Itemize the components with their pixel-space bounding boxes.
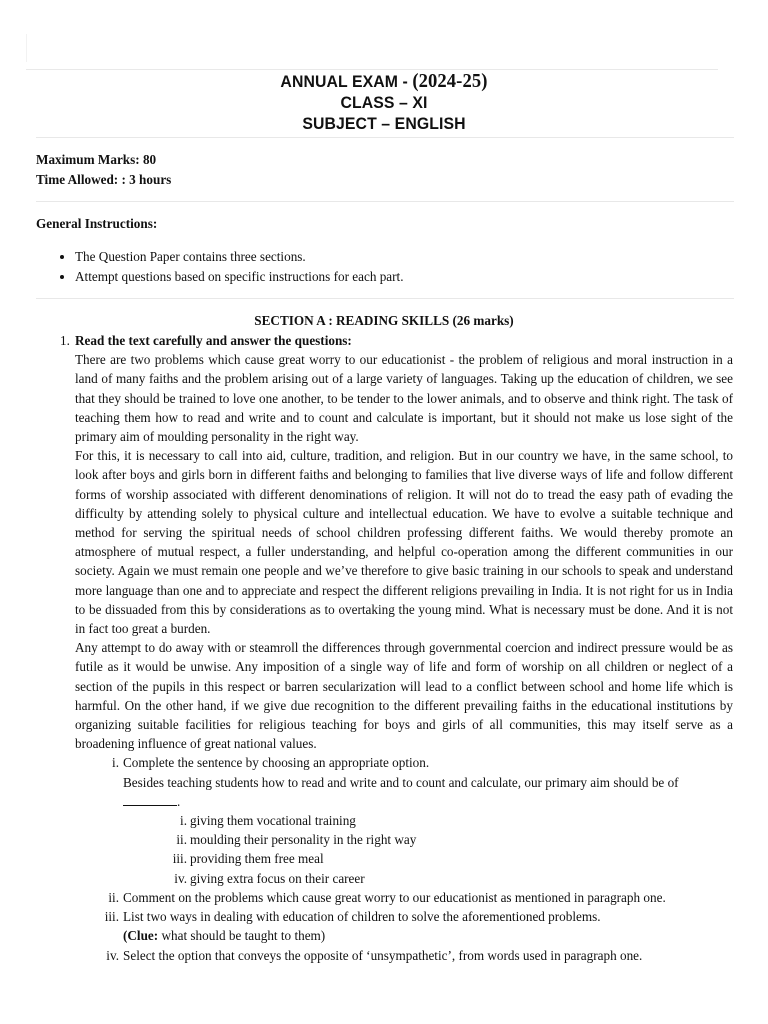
option-number: iv. [174,870,187,886]
question-heading: Read the text carefully and answer the questions: [75,333,352,348]
section-a-heading: SECTION A : READING SKILLS (26 marks) [254,313,514,328]
sub-question-i [75,753,733,887]
sub-question-number: i. [112,755,119,771]
exam-year: (2024-25) [412,70,488,92]
sub-question-number: ii. [108,889,119,905]
divider [36,201,734,202]
option-number: iii. [172,851,187,867]
header-divider [26,69,718,70]
exam-title-block [0,71,768,134]
instruction-item: • The Question Paper contains three sections. [75,247,404,267]
subject-title: SUBJECT – ENGLISH [302,114,466,133]
clue-label: Clue: [127,928,159,944]
option-text: giving them vocational training [190,813,356,829]
sub-question-iv [75,946,733,965]
exam-title-prefix: ANNUAL EXAM - [280,72,413,91]
option-text: giving extra focus on their career [190,870,365,886]
option-text: providing them free meal [190,851,324,867]
max-marks: Maximum Marks: 80 [36,152,157,167]
prompt-end: . [177,793,181,809]
prompt-text: Besides teaching students how to read and write and to count and calculate, our primary aim should be of [123,774,679,790]
sub-question-text: Complete the sentence by choosing an appropriate option. [123,755,430,771]
sub-question-ii [75,888,733,907]
page-edge-mark [26,34,33,62]
reading-passage [75,350,733,753]
instruction-item: • Attempt questions based on specific instructions for each part. [75,267,404,287]
option-item [172,849,733,868]
clue-text: what should be taught to them) [158,928,326,944]
passage-paragraph: Any attempt to do away with or steamroll the differences through governmental coercion and indirect pressure would be as futile as it would be unwise. Any imposition of a single way of life and form of worship on all children or neglect of a section of the pupils in this respect or barren secularization will lead to a conflict between school and home life which is harmful. On the other hand, if we give due recognition to the different prevailing faiths in the educational institutions by organizing suitable facilities for religious teaching for boys and girls of all communities, this may itself serve as a broadening influence of great national values. [75,640,733,752]
passage-paragraph: For this, it is necessary to call into aid, culture, tradition, and religion. But in our country we have, in the same school, to look after boys and girls born in different faiths and belonging to families that live diverse ways of life and follow different forms of worship associated with different denominations of religion. It will not do to tread the easy path of evading the difficulty by attending solely to physical culture and intellectual education. We have to evolve a suitable technique and method for serving the spiritual needs of school children professing different faiths. We would thereby promote an atmosphere of mutual respect, a fuller understanding, and helpful co-operation among the different communities in our society. Again we must remain one people and we’ve therefore to give basic training in our schools to speak and understand more language than one and to appreciate and respect the different religions prevailing in India. It is not right for us in India to be dissuaded from this by considerations as to overtaking the young mind. What is necessary must be done. And it is not in fact too great a burden. [75,448,733,637]
divider [36,298,734,299]
option-number: i. [180,813,187,829]
option-number: ii. [176,832,187,848]
sub-question-number: iv. [106,947,119,963]
clue-line [123,926,733,945]
class-title: CLASS – XI [340,93,428,112]
sub-question-text: List two ways in dealing with education of children to solve the aforementioned problems. [123,909,601,925]
sub-question-text: Comment on the problems which cause great worry to our educationist as mentioned in paragraph one. [123,889,666,905]
option-text: moulding their personality in the right way [190,832,417,848]
option-item [176,830,733,849]
fill-blank [123,793,177,806]
question-number: 1. [60,333,70,348]
instructions-heading: General Instructions: [36,216,158,231]
option-item [180,811,733,830]
exam-title-line [27,71,741,92]
sentence-prompt [123,773,733,811]
sub-question-iii [75,907,733,945]
question-1 [36,331,736,965]
sub-questions [75,753,733,964]
clue-open: ( [123,928,128,944]
divider [36,137,734,138]
options-list [172,811,733,888]
instructions-list [36,247,404,286]
option-item [174,869,733,888]
sub-question-text: Select the option that conveys the opposite of ‘unsympathetic’, from words used in paragraph one. [123,947,643,963]
sub-question-number: iii. [104,909,119,925]
time-allowed: Time Allowed: : 3 hours [36,172,172,187]
passage-paragraph: There are two problems which cause great worry to our educationist - the problem of religious and moral instruction in a land of many faiths and the problem arising out of a large variety of languages. Taking up the education of children, we see that they should be trained to love one another, to be tender to the lower animals, and to observe and think right. The task of teaching them how to read and write and to count and calculate is important, but it should not make us lose sight of the primary aim of moulding personality in the right way. [75,352,733,445]
